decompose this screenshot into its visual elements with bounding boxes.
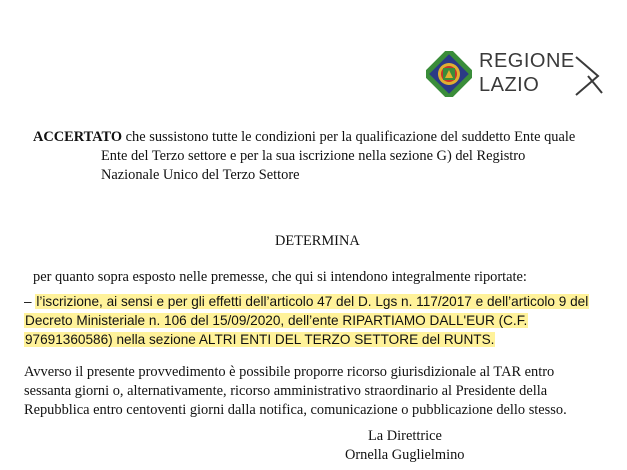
accertato-line-1-text: che sussistono tutte le condizioni per la qualificazione del suddetto Ente quale: [122, 129, 576, 145]
determina-item-line-1: [24, 292, 589, 311]
signature-name: Ornella Guglielmino: [345, 447, 465, 463]
regione-lazio-logo: [424, 45, 610, 105]
accertato-line-2: Ente del Terzo settore e per la sua iscrizione nella sezione G) del Registro: [101, 148, 526, 164]
accertato-line-3: Nazionale Unico del Terzo Settore: [101, 167, 300, 183]
accertato-line-1: [33, 128, 575, 147]
bullet-dash: –: [24, 294, 32, 309]
avverso-line-3: Repubblica entro centoventi giorni dalla notifica, comunicazione o pubblicazione dello stesso.: [24, 402, 567, 418]
logo-chevron-icon: [574, 53, 604, 99]
accertato-keyword: ACCERTATO: [33, 129, 123, 145]
determina-intro: per quanto sopra esposto nelle premesse, che qui si intendono integralmente riportate:: [33, 269, 527, 285]
logo-text-lazio: LAZIO: [479, 74, 540, 96]
determina-item-line-1-text: l’iscrizione, ai sensi e per gli effetti dell’articolo 47 del D. Lgs n. 117/2017 e dell’articolo 9 del: [36, 294, 589, 309]
regione-lazio-emblem-icon: [426, 51, 472, 97]
determina-item-line-3-text: 97691360586) nella sezione ALTRI ENTI DEL TERZO SETTORE del RUNTS.: [25, 332, 495, 347]
determina-item-line-3: [24, 330, 495, 349]
signature-role: La Direttrice: [368, 428, 442, 444]
determina-item-line-2: [24, 311, 528, 330]
logo-text-regione: REGIONE: [479, 50, 575, 72]
avverso-line-1: Avverso il presente provvedimento è possibile proporre ricorso giurisdizionale al TAR entro: [24, 364, 555, 380]
determina-item-line-2-text: Decreto Ministeriale n. 106 del 15/09/2020, dell’ente RIPARTIAMO DALL'EUR (C.F.: [25, 313, 528, 328]
determina-heading: DETERMINA: [275, 233, 360, 249]
avverso-line-2: sessanta giorni o, alternativamente, ricorso amministrativo straordinario al Presidente della: [24, 383, 548, 399]
